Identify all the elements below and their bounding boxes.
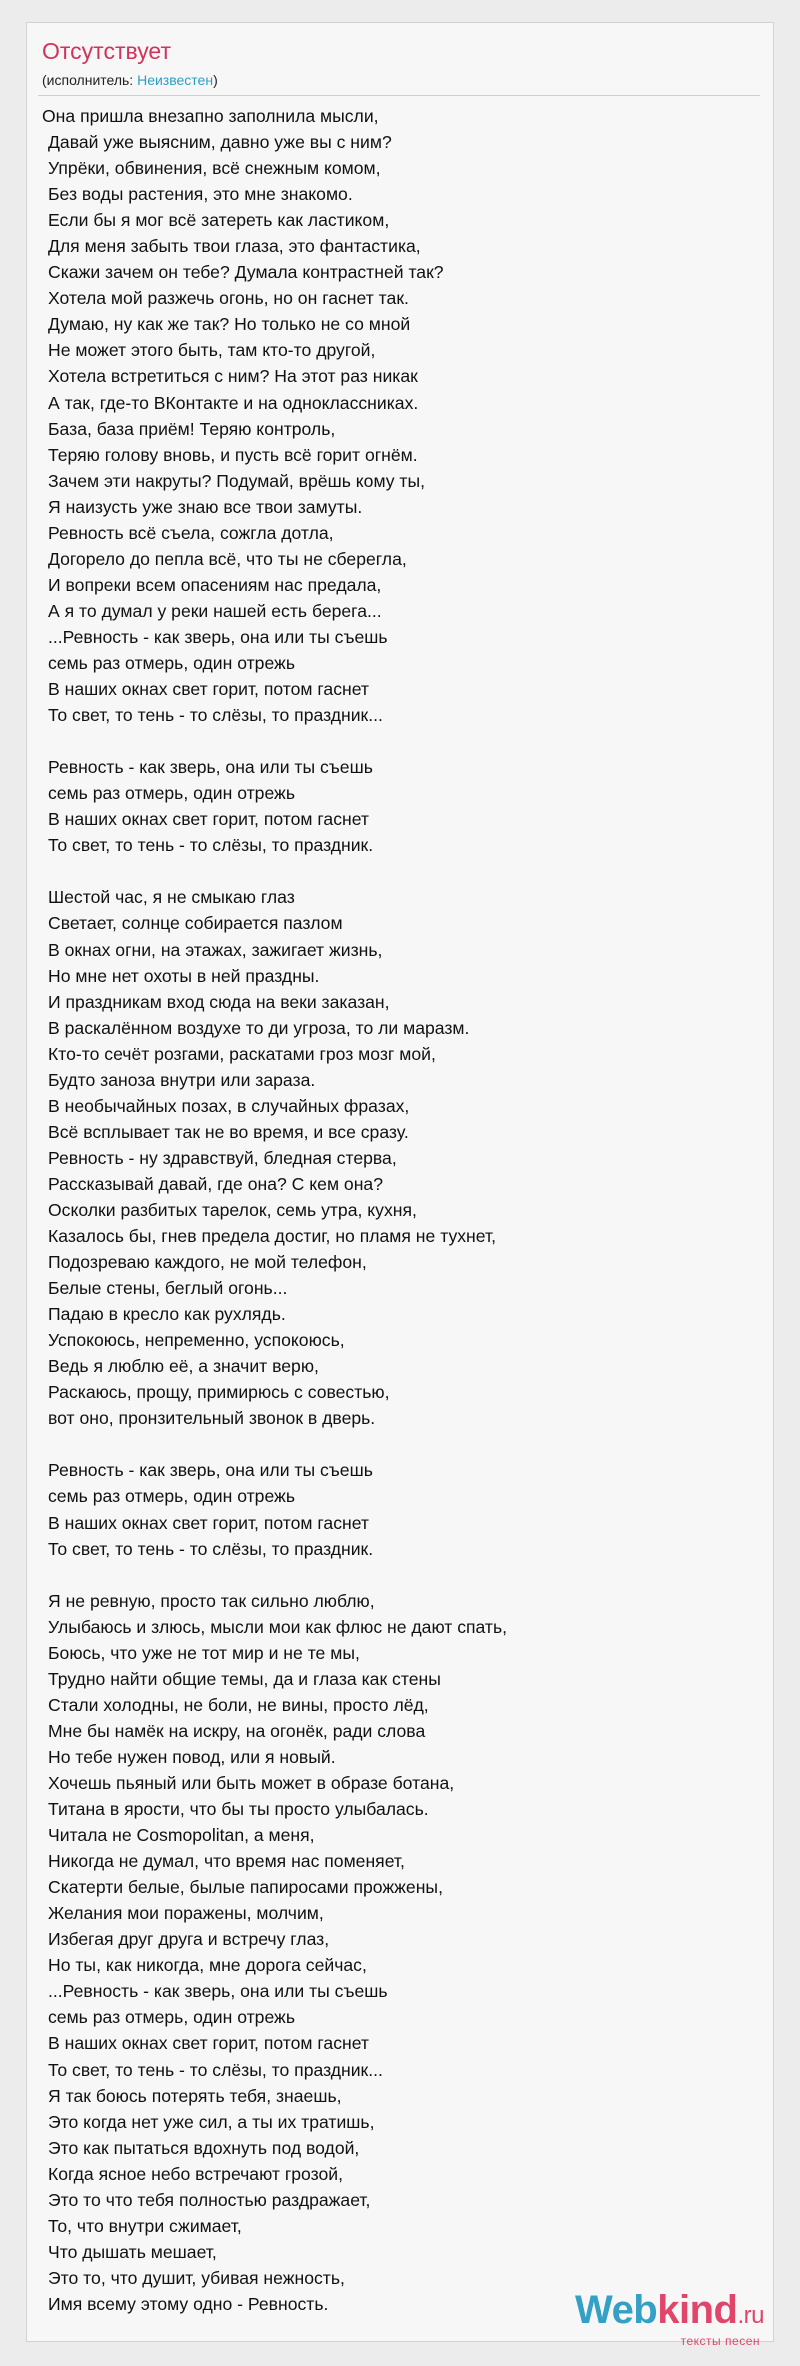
lyrics-line: Боюсь, что уже не тот мир и не те мы,	[48, 1642, 360, 1663]
lyrics-blank-line	[42, 1431, 762, 1457]
lyrics-line: Мне бы намёк на искру, на огонёк, ради слова	[48, 1720, 426, 1741]
logo-part-ru: .ru	[737, 2302, 764, 2329]
lyrics-line: Будто заноза внутри или зараза.	[48, 1069, 316, 1090]
lyrics-line: Скатерти белые, былые папиросами прожжены,	[48, 1877, 443, 1898]
lyrics-line: Улыбаюсь и злюсь, мысли мои как флюс не дают спать,	[48, 1616, 508, 1637]
lyrics-line: В необычайных позах, в случайных фразах,	[48, 1095, 410, 1116]
lyrics-line: Читала не Cosmopolitan, а меня,	[48, 1825, 315, 1846]
artist-suffix: )	[213, 72, 218, 88]
lyrics-line: И праздникам вход сюда на веки заказан,	[48, 991, 390, 1012]
lyrics-blank-line	[42, 858, 762, 884]
lyrics-line: Титана в ярости, что бы ты просто улыбалась.	[48, 1799, 429, 1820]
lyrics-line: В наших окнах свет горит, потом гаснет	[48, 809, 369, 830]
lyrics-line: В раскалённом воздухе то ди угроза, то ли маразм.	[48, 1017, 470, 1038]
lyrics-line: В наших окнах свет горит, потом гаснет	[48, 2033, 369, 2054]
lyrics-line: База, база приём! Теряю контроль,	[48, 418, 336, 439]
lyrics-line: Догорело до пепла всё, что ты не сберегла,	[48, 548, 407, 569]
lyrics-line: Скажи зачем он тебе? Думала контрастней так?	[48, 262, 444, 283]
artist-prefix: (исполнитель:	[42, 72, 138, 88]
lyrics-line: Ведь я люблю её, а значит верю,	[48, 1356, 319, 1377]
logo-part-kind: kind	[657, 2288, 738, 2332]
lyrics-line: Думаю, ну как же так? Но только не со мной	[48, 314, 411, 335]
lyrics-line: семь раз отмерь, один отрежь	[48, 2007, 295, 2028]
lyrics-line: Это когда нет уже сил, а ты их тратишь,	[48, 2111, 375, 2132]
lyrics-line: семь раз отмерь, один отрежь	[48, 652, 295, 673]
lyrics-line: В окнах огни, на этажах, зажигает жизнь,	[48, 939, 383, 960]
logo-part-web: Web	[575, 2288, 658, 2332]
lyrics-line: семь раз отмерь, один отрежь	[48, 1486, 295, 1507]
logo-wordmark	[575, 2290, 764, 2336]
lyrics-line: Осколки разбитых тарелок, семь утра, кухня,	[48, 1199, 417, 1220]
artist-line	[42, 72, 218, 88]
lyrics-line: То свет, то тень - то слёзы, то праздник...	[48, 2059, 383, 2080]
lyrics-line: Имя всему этому одно - Ревность.	[48, 2293, 329, 2314]
lyrics-line: Казалось бы, гнев предела достиг, но пламя не тухнет,	[48, 1226, 496, 1247]
lyrics-line: ...Ревность - как зверь, она или ты съешь	[48, 626, 388, 647]
lyrics-line: Я наизусть уже знаю все твои замуты.	[48, 496, 363, 517]
lyrics-line: То свет, то тень - то слёзы, то праздник.	[48, 1538, 374, 1559]
lyrics-blank-line	[42, 728, 762, 754]
lyrics-line: Избегая друг друга и встречу глаз,	[48, 1929, 330, 1950]
lyrics-line: Это как пытаться вдохнуть под водой,	[48, 2137, 360, 2158]
header-divider	[38, 95, 760, 96]
lyrics-line: Но мне нет охоты в ней праздны.	[48, 965, 320, 986]
lyrics-line: Подозреваю каждого, не мой телефон,	[48, 1252, 367, 1273]
lyrics-line: Светает, солнце собирается пазлом	[48, 913, 343, 934]
lyrics-line: Что дышать мешает,	[48, 2241, 217, 2262]
lyrics-line: Это то что тебя полностью раздражает,	[48, 2189, 371, 2210]
lyrics-line: То свет, то тень - то слёзы, то праздник...	[48, 705, 383, 726]
lyrics-line: Падаю в кресло как рухлядь.	[48, 1304, 286, 1325]
lyrics-line: Без воды растения, это мне знакомо.	[48, 184, 353, 205]
lyrics-line: Хотела мой разжечь огонь, но он гаснет так.	[48, 288, 409, 309]
lyrics-line: Хочешь пьяный или быть может в образе ботана,	[48, 1773, 455, 1793]
lyrics-line: Но тебе нужен повод, или я новый.	[48, 1746, 336, 1767]
lyrics-line: Зачем эти накруты? Подумай, врёшь кому ты,	[48, 470, 426, 491]
lyrics-line: ...Ревность - как зверь, она или ты съешь	[48, 1981, 388, 2002]
lyrics-line: Если бы я мог всё затереть как ластиком,	[48, 210, 390, 231]
lyrics-line: Не может этого быть, там кто-то другой,	[48, 340, 376, 361]
webkind-logo[interactable]	[575, 2290, 764, 2348]
lyrics-line: Давай уже выясним, давно уже вы с ним?	[48, 132, 392, 153]
lyrics-line: В наших окнах свет горит, потом гаснет	[48, 679, 369, 700]
lyrics-line: Я не ревную, просто так сильно люблю,	[48, 1590, 375, 1611]
lyrics-line: Желания мои поражены, молчим,	[48, 1903, 324, 1924]
lyrics-line: А я то думал у реки нашей есть берега...	[48, 600, 382, 621]
lyrics-line: Она пришла внезапно заполнила мысли,	[42, 106, 379, 126]
lyrics-line: Шестой час, я не смыкаю глаз	[48, 887, 295, 908]
lyrics-line: Хотела встретиться с ним? На этот раз никак	[48, 366, 418, 387]
lyrics-line: Трудно найти общие темы, да и глаза как стены	[48, 1668, 441, 1689]
lyrics-line: Ревность - как зверь, она или ты съешь	[48, 1460, 373, 1481]
lyrics-blank-line	[42, 1562, 762, 1588]
lyrics-line: Белые стены, беглый огонь...	[48, 1278, 288, 1299]
lyrics-line: В наших окнах свет горит, потом гаснет	[48, 1512, 369, 1533]
lyrics-text	[42, 103, 762, 2317]
lyrics-line: То, что внутри сжимает,	[48, 2215, 242, 2236]
lyrics-line: Ревность - ну здравствуй, бледная стерва,	[48, 1147, 397, 1168]
lyrics-line: Теряю голову вновь, и пусть всё горит огнём.	[48, 444, 418, 465]
artist-link[interactable]: Неизвестен	[137, 72, 214, 88]
lyrics-line: А так, где-то ВКонтакте и на одноклассниках.	[48, 392, 419, 413]
lyrics-line: Это то, что душит, убивая нежность,	[48, 2267, 345, 2288]
lyrics-line: Кто-то сечёт розгами, раскатами гроз мозг мой,	[48, 1043, 436, 1064]
lyrics-line: Для меня забыть твои глаза, это фантастика,	[48, 236, 421, 257]
lyrics-line: Когда ясное небо встречают грозой,	[48, 2163, 344, 2184]
lyrics-line: Стали холодны, не боли, не вины, просто лёд,	[48, 1694, 429, 1715]
lyrics-line: Раскаюсь, прощу, примирюсь с совестью,	[48, 1382, 390, 1403]
lyrics-line: Ревность всё съела, сожгла дотла,	[48, 522, 334, 543]
lyrics-line: Я так боюсь потерять тебя, знаешь,	[48, 2085, 342, 2106]
lyrics-line: Всё всплывает так не во время, и все сразу.	[48, 1121, 409, 1142]
lyrics-line: семь раз отмерь, один отрежь	[48, 783, 295, 804]
lyrics-line: вот оно, пронзительный звонок в дверь.	[48, 1408, 376, 1429]
lyrics-line: Успокоюсь, непременно, успокоюсь,	[48, 1330, 345, 1351]
lyrics-line: И вопреки всем опасениям нас предала,	[48, 574, 382, 595]
logo-tagline: тексты песен	[680, 2334, 760, 2348]
lyrics-line: Упрёки, обвинения, всё снежным комом,	[48, 158, 381, 179]
lyrics-line: То свет, то тень - то слёзы, то праздник.	[48, 835, 374, 856]
lyrics-line: Но ты, как никогда, мне дорога сейчас,	[48, 1955, 367, 1976]
lyrics-line: Рассказывай давай, где она? С кем она?	[48, 1173, 384, 1194]
song-title: Отсутствует	[42, 38, 171, 64]
lyrics-line: Ревность - как зверь, она или ты съешь	[48, 757, 373, 778]
lyrics-line: Никогда не думал, что время нас поменяет,	[48, 1851, 405, 1872]
